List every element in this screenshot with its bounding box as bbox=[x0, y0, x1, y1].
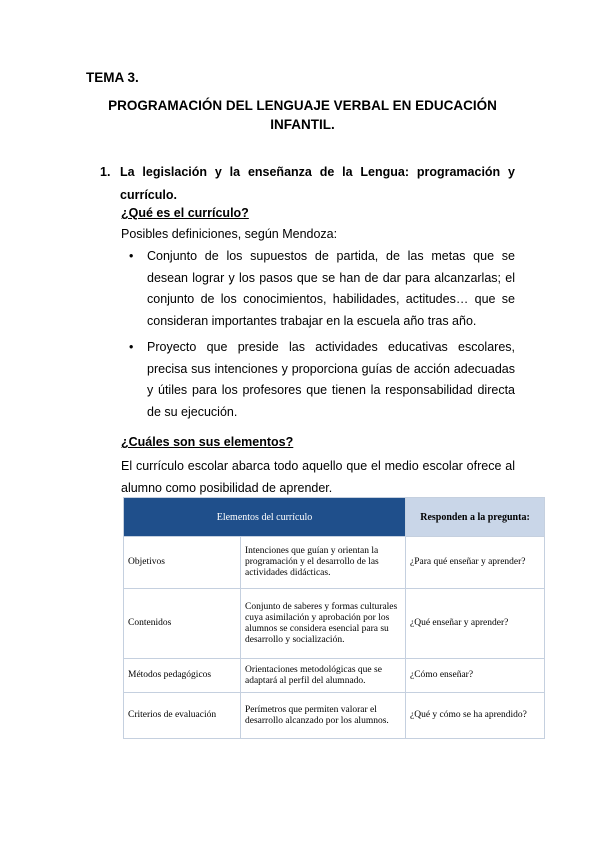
table-header-row bbox=[124, 498, 545, 537]
table-cell-description: Perímetros que permiten valorar el desarrollo alcanzado por los alumnos. bbox=[241, 693, 406, 739]
section-title: La legislación y la enseñanza de la Lengua: programación y currículo. bbox=[120, 165, 515, 202]
table-cell-element: Criterios de evaluación bbox=[124, 693, 241, 739]
list-item-text: Proyecto que preside las actividades educativas escolares, precisa sus intenciones y proporciona guías de acción adecuadas y útiles para los profesores que tienen la responsabilidad directa de su ejecución. bbox=[147, 339, 515, 419]
table-cell-question: ¿Qué enseñar y aprender? bbox=[406, 589, 545, 659]
table-cell-description: Orientaciones metodológicas que se adaptará al perfil del alumnado. bbox=[241, 659, 406, 693]
table-row bbox=[124, 537, 545, 589]
table-cell-description: Intenciones que guían y orientan la programación y el desarrollo de las actividades didácticas. bbox=[241, 537, 406, 589]
table-cell-question: ¿Para qué enseñar y aprender? bbox=[406, 537, 545, 589]
table-row bbox=[124, 659, 545, 693]
definitions-intro: Posibles definiciones, según Mendoza: bbox=[121, 227, 338, 241]
tema-label: TEMA 3. bbox=[86, 70, 139, 85]
bullet-icon: • bbox=[129, 249, 134, 263]
table-row bbox=[124, 693, 545, 739]
section-number: 1. bbox=[100, 165, 111, 179]
list-item bbox=[121, 246, 515, 333]
section-heading bbox=[100, 161, 515, 207]
curriculum-elements-table bbox=[123, 497, 545, 739]
table-cell-question: ¿Cómo enseñar? bbox=[406, 659, 545, 693]
table-cell-question: ¿Qué y cómo se ha aprendido? bbox=[406, 693, 545, 739]
title-line-1: PROGRAMACIÓN DEL LENGUAJE VERBAL EN EDUCACIÓN bbox=[108, 98, 497, 113]
table-cell-element: Métodos pedagógicos bbox=[124, 659, 241, 693]
list-item-text: Conjunto de los supuestos de partida, de las metas que se desean lograr y los pasos que se han de dar para alcanzarlas; el conjunto de los conocimientos, habilidades, actitudes… que se consideran importantes trabajar en la escuela año tras año. bbox=[147, 249, 515, 329]
table-cell-description: Conjunto de saberes y formas culturales cuya asimilación y aprobación por los alumnos se considera esencial para su desarrollo y socialización. bbox=[241, 589, 406, 659]
title-line-2: INFANTIL. bbox=[270, 117, 335, 132]
document-title bbox=[100, 96, 505, 134]
elements-paragraph: El currículo escolar abarca todo aquello que el medio escolar ofrece al alumno como posibilidad de aprender. bbox=[121, 459, 515, 495]
table-row bbox=[124, 589, 545, 659]
question-heading-curriculum: ¿Qué es el currículo? bbox=[121, 206, 249, 220]
table-cell-element: Contenidos bbox=[124, 589, 241, 659]
table-header-elements: Elementos del currículo bbox=[124, 498, 406, 537]
list-item bbox=[121, 337, 515, 424]
definitions-list bbox=[121, 246, 515, 428]
question-heading-elements: ¿Cuáles son sus elementos? bbox=[121, 435, 294, 449]
table-header-question: Responden a la pregunta: bbox=[406, 498, 545, 537]
table-cell-element: Objetivos bbox=[124, 537, 241, 589]
bullet-icon: • bbox=[129, 339, 134, 354]
